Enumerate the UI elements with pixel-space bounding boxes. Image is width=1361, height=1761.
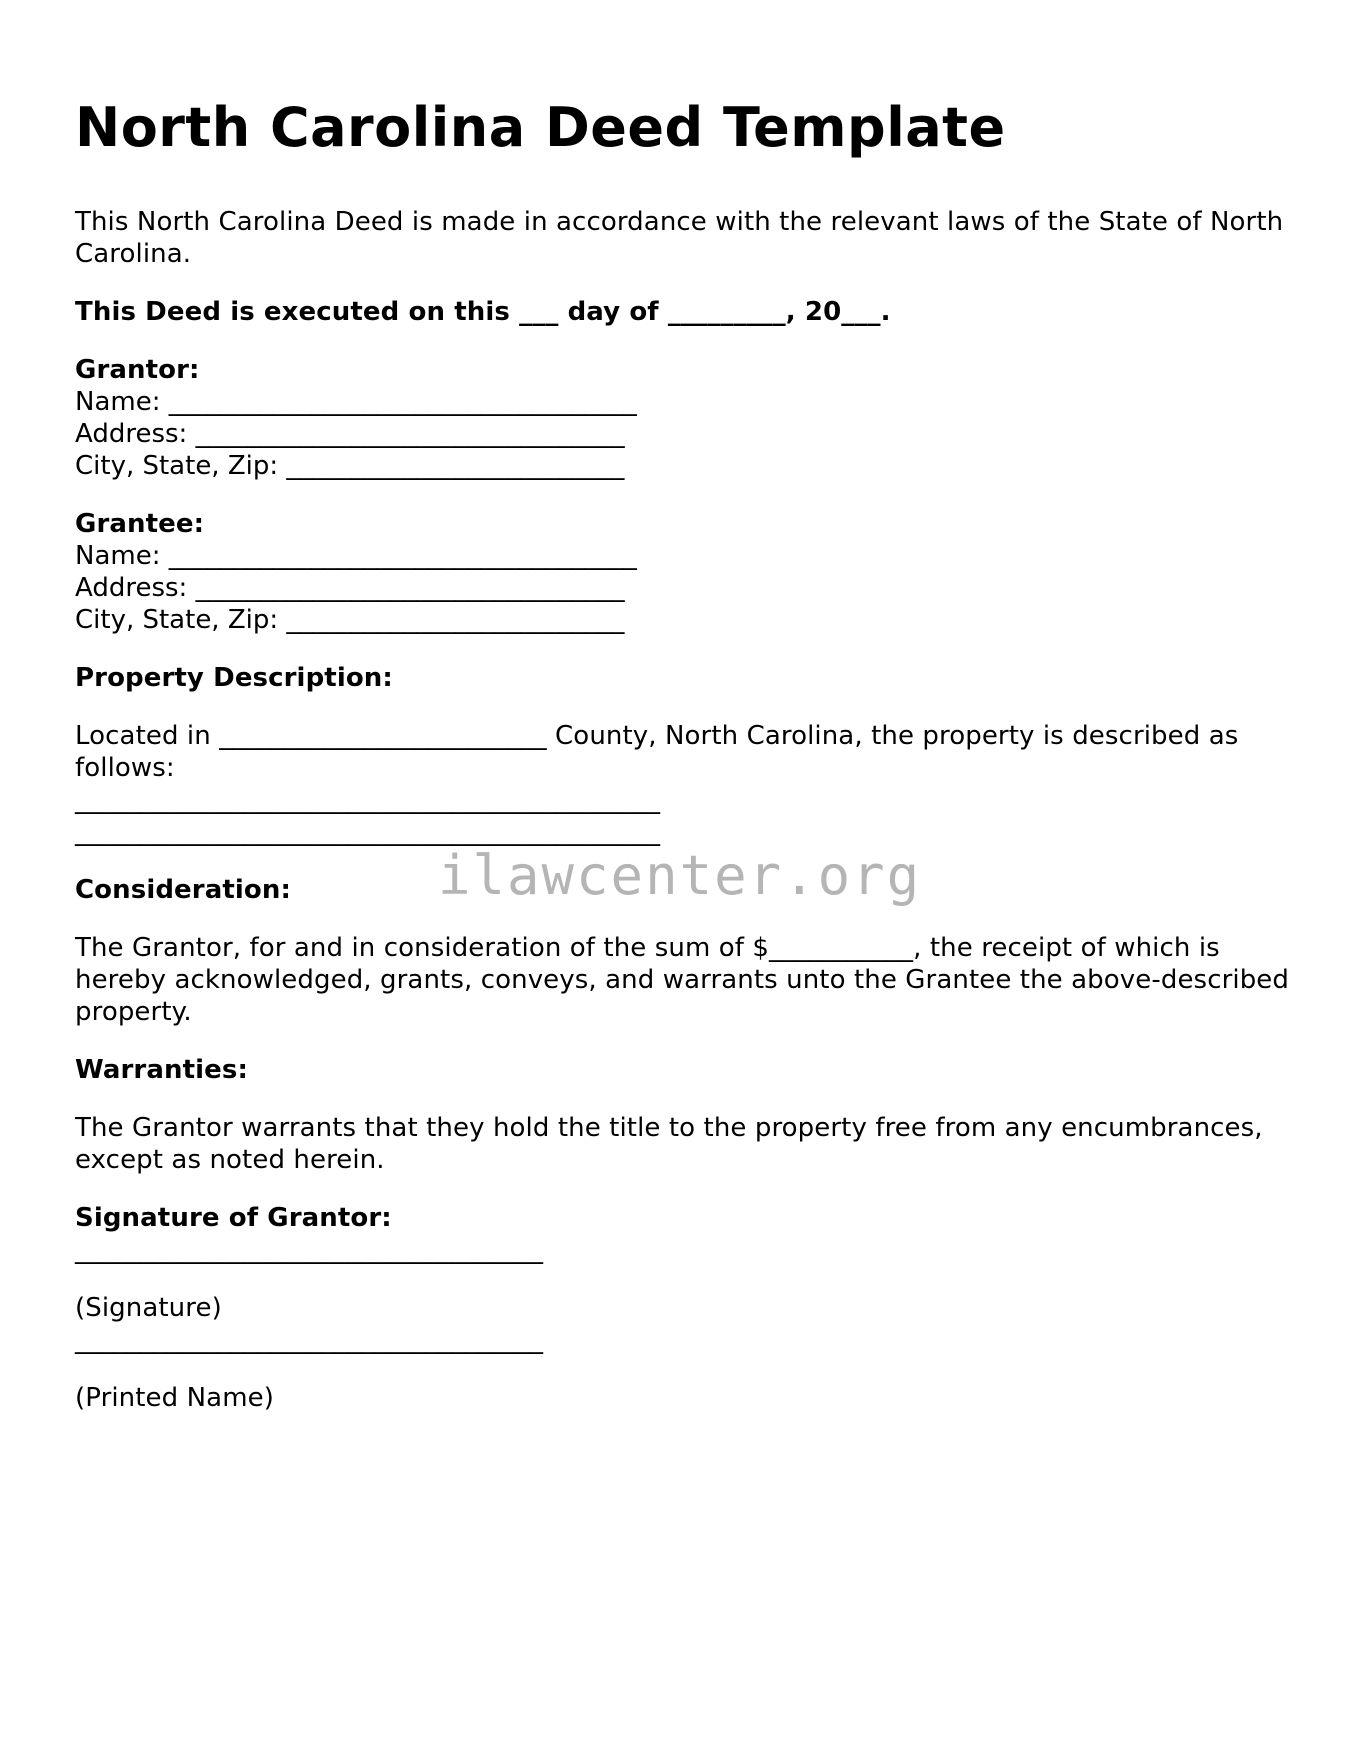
execution-date-line: This Deed is executed on this ___ day of _________, 20___. <box>75 297 891 327</box>
page-title: North Carolina Deed Template <box>75 96 1006 159</box>
grantor-heading: Grantor: <box>75 355 200 385</box>
warranties-text: The Grantor warrants that they hold the title to the property free from any encumbrances, except as noted herein. <box>75 1113 1263 1175</box>
intro-paragraph: This North Carolina Deed is made in accordance with the relevant laws of the State of North Carolina. <box>75 207 1284 269</box>
consideration-text: The Grantor, for and in consideration of the sum of $___________, the receipt of which is hereby acknowledged, grants, conveys, and warrants unto the Grantee the above-described property. <box>75 933 1290 1027</box>
signature-label: (Signature) <box>75 1293 222 1323</box>
warranties-heading: Warranties: <box>75 1055 248 1085</box>
printed-name-label: (Printed Name) <box>75 1383 274 1413</box>
grantor-name-field: Name: ____________________________________ <box>75 387 637 417</box>
property-description-line-2: _____________________________________________ <box>75 817 660 847</box>
signature-heading: Signature of Grantor: <box>75 1203 392 1233</box>
grantee-address-field: Address: _________________________________ <box>75 573 625 603</box>
property-heading: Property Description: <box>75 663 393 693</box>
consideration-heading: Consideration: <box>75 875 291 905</box>
signature-line: ____________________________________ <box>75 1235 543 1265</box>
grantee-city-field: City, State, Zip: __________________________ <box>75 605 625 635</box>
grantor-city-field: City, State, Zip: __________________________ <box>75 451 625 481</box>
property-location-text: Located in _________________________ County, North Carolina, the property is described as follows: <box>75 721 1239 783</box>
property-description-line-1: _____________________________________________ <box>75 785 660 815</box>
printed-name-line: ____________________________________ <box>75 1325 543 1355</box>
grantee-name-field: Name: ____________________________________ <box>75 541 637 571</box>
watermark: ilawcenter.org <box>438 844 922 907</box>
grantee-heading: Grantee: <box>75 509 205 539</box>
grantor-address-field: Address: _________________________________ <box>75 419 625 449</box>
